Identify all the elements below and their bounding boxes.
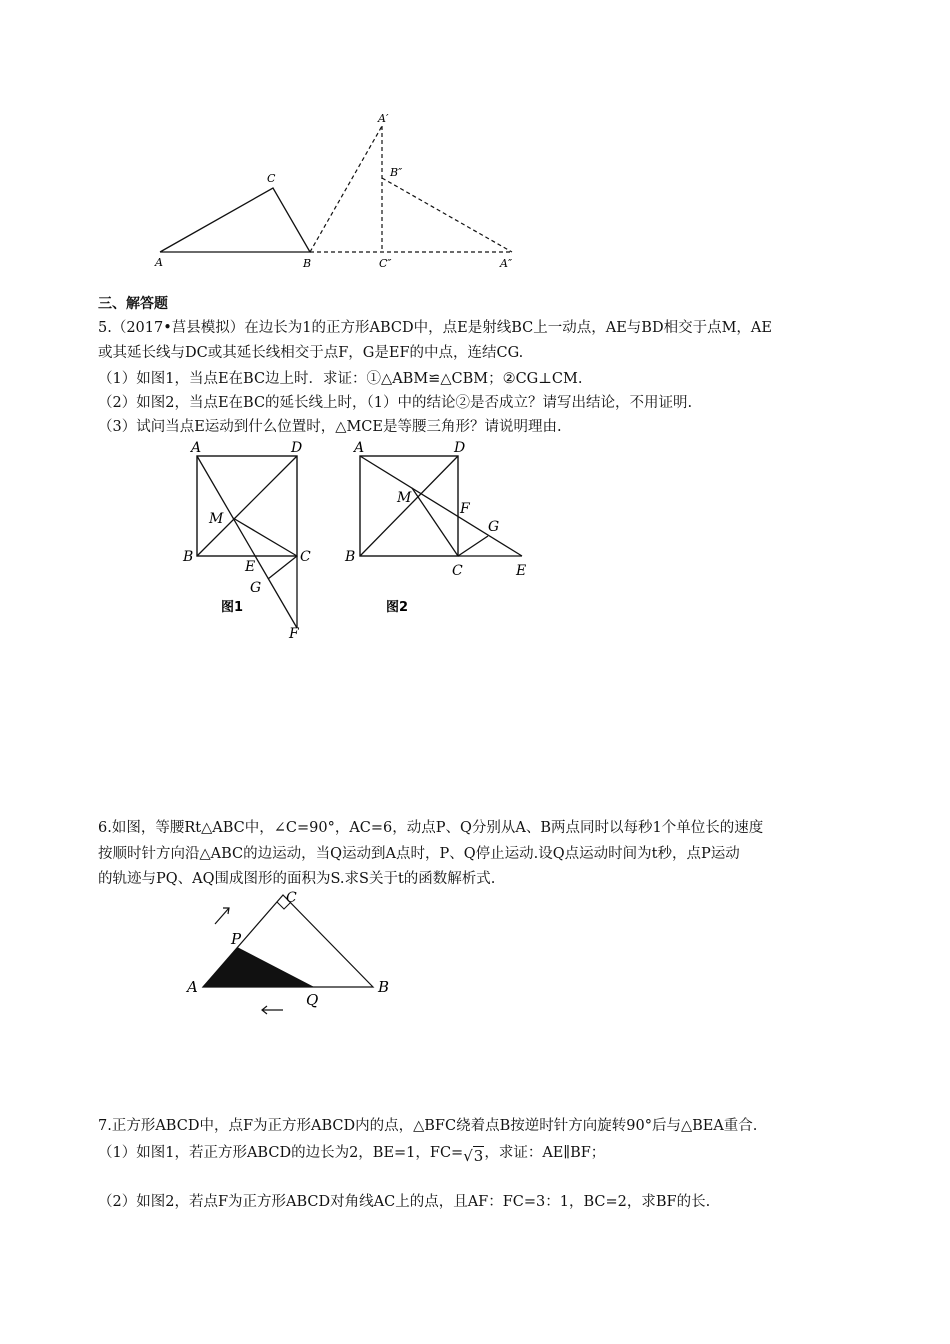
fig1-label-E: E [245,559,256,575]
q7-line1: 7.正方形ABCD中，点F为正方形ABCD内的点，△BFC绕着点B按逆时针方向旋转90°后与△BEA重合. [98,1118,758,1134]
fig2-caption: 图2 [386,600,409,615]
q6-label-B: B [378,978,390,996]
fig1-label-D: D [291,440,303,456]
fig2-label-C: C [452,563,463,579]
label-B: B [303,257,312,270]
label-C-double-prime: C″ [379,257,392,270]
q5-part1: （1）如图1，当点E在BC边上时．求证：①△ABM≌△CBM；②CG⊥CM. [98,371,583,387]
fig1-label-B: B [183,549,194,565]
label-C: C [267,172,276,185]
q7-part1-text-b: ，求证：AE∥BF； [484,1145,606,1161]
label-A-double-prime: A″ [500,257,513,270]
sqrt-symbol: √3 [463,1147,484,1165]
q6-label-A: A [187,978,198,996]
fig1-label-M: M [209,511,224,527]
fig2-label-A: A [354,440,365,456]
fig1-label-A: A [191,440,202,456]
q6-line3: 的轨迹与PQ、AQ围成图形的面积为S.求S关于t的函数解析式. [98,871,496,887]
label-B-double-prime: B″ [390,166,403,179]
fig1-label-C: C [300,549,311,565]
q5-part3: （3）试问当点E运动到什么位置时，△MCE是等腰三角形？请说明理由. [98,419,562,435]
q6-line2: 按顺时针方向沿△ABC的边运动，当Q运动到A点时，P、Q停止运动.设Q点运动时间为t秒，点P运动 [98,846,740,862]
section-heading: 三、解答题 [98,296,168,312]
q6-label-Q: Q [306,991,319,1009]
q6-label-P: P [231,930,242,948]
label-A-prime: A′ [378,112,389,125]
figure-q6-triangle [185,886,405,1021]
fig1-caption: 图1 [221,600,244,615]
q7-part1-text-a: （1）如图1，若正方形ABCD的边长为2，BE=1，FC= [98,1145,464,1161]
q7-part1 [98,1143,606,1165]
sqrt-radicand: 3 [473,1147,484,1165]
figure-rotation [140,108,540,273]
fig2-label-B: B [345,549,356,565]
q7-part2: （2）如图2，若点F为正方形ABCD对角线AC上的点，且AF：FC=3：1，BC=2，求BF的长. [98,1194,711,1210]
figure-2-square [340,436,540,616]
fig2-label-G: G [488,519,500,535]
fig2-label-M: M [397,490,412,506]
q5-line1: 5.（2017•莒县模拟）在边长为1的正方形ABCD中，点E是射线BC上一动点，AE与BD相交于点M，AE [98,320,772,336]
fig2-label-E: E [516,563,527,579]
q5-line2: 或其延长线与DC或其延长线相交于点F，G是EF的中点，连结CG. [98,345,524,361]
q6-line1: 6.如图，等腰Rt△ABC中，∠C=90°，AC=6，动点P、Q分别从A、B两点同时以每秒1个单位长的速度 [98,820,764,836]
fig2-label-D: D [454,440,466,456]
label-A: A [155,256,163,269]
figure-1-square [175,436,335,646]
q5-part2: （2）如图2，当点E在BC的延长线上时，（1）中的结论②是否成立？请写出结论，不用证明. [98,395,693,411]
fig2-label-F: F [460,501,470,517]
fig1-label-G: G [250,580,262,596]
fig1-label-F: F [289,626,299,642]
q6-label-C: C [286,890,297,906]
